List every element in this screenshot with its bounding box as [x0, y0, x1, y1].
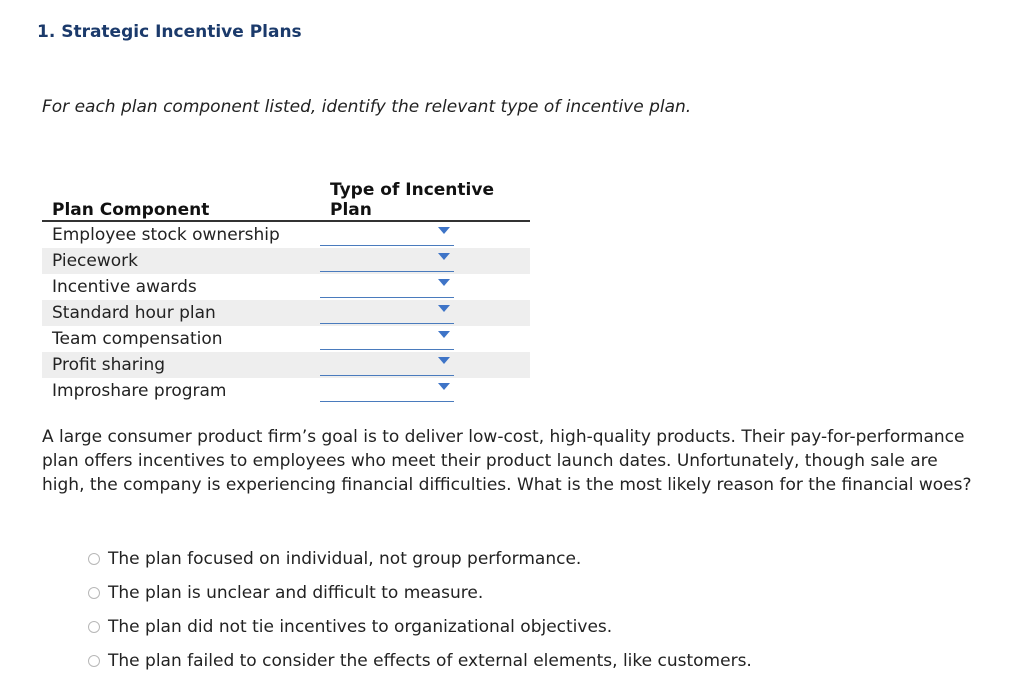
table-row	[42, 326, 530, 352]
answer-option-label: The plan focused on individual, not group performance.	[108, 549, 582, 569]
chevron-down-icon	[438, 357, 450, 364]
table-header-row	[42, 180, 530, 221]
radio-button-icon[interactable]	[88, 553, 100, 565]
chevron-down-icon	[438, 279, 450, 286]
type-cell	[300, 274, 530, 300]
plan-component-label: Employee stock ownership	[52, 225, 280, 245]
plan-component-label: Incentive awards	[52, 277, 197, 297]
column-header-type-of-incentive-plan: Type of Incentive Plan	[300, 180, 530, 221]
answer-option-label: The plan failed to consider the effects of external elements, like customers.	[108, 651, 752, 671]
radio-button-icon[interactable]	[88, 655, 100, 667]
type-cell	[300, 378, 530, 404]
column-header-plan-component: Plan Component	[42, 180, 300, 221]
answer-option[interactable]	[88, 610, 752, 644]
plan-component-table	[42, 180, 530, 404]
instructions-text: For each plan component listed, identify the relevant type of incentive plan.	[42, 97, 692, 117]
incentive-type-dropdown[interactable]	[320, 251, 454, 272]
table-row	[42, 378, 530, 404]
answer-option-label: The plan is unclear and difficult to measure.	[108, 583, 484, 603]
page-title: 1. Strategic Incentive Plans	[37, 22, 302, 42]
plan-component-label: Team compensation	[52, 329, 223, 349]
type-cell	[300, 352, 530, 378]
chevron-down-icon	[438, 253, 450, 260]
table-row	[42, 248, 530, 274]
chevron-down-icon	[438, 227, 450, 234]
incentive-type-dropdown[interactable]	[320, 303, 454, 324]
table-row	[42, 274, 530, 300]
question-text: A large consumer product firm’s goal is to deliver low-cost, high-quality products. Their pay-for-performance plan offers incentives to employees who meet their product launch dates. Unfortunately, though sale are high, the company is experiencing financial difficulties. What is the most likely reason for the financial woes?	[42, 427, 972, 495]
plan-component-label: Improshare program	[52, 381, 227, 401]
type-cell	[300, 326, 530, 352]
answer-option-label: The plan did not tie incentives to organizational objectives.	[108, 617, 613, 637]
plan-component-label: Profit sharing	[42, 352, 300, 378]
table-row	[42, 352, 530, 378]
table-row	[42, 221, 530, 248]
answer-options	[88, 542, 752, 678]
answer-option[interactable]	[88, 542, 752, 576]
type-cell	[300, 221, 530, 248]
incentive-type-dropdown[interactable]	[320, 355, 454, 376]
radio-button-icon[interactable]	[88, 621, 100, 633]
answer-option[interactable]	[88, 576, 752, 610]
type-cell	[300, 248, 530, 274]
incentive-type-dropdown[interactable]	[320, 381, 454, 402]
table-row	[42, 300, 530, 326]
incentive-type-dropdown[interactable]	[320, 225, 454, 246]
incentive-type-dropdown[interactable]	[320, 329, 454, 350]
plan-component-label: Piecework	[42, 248, 300, 274]
incentive-type-dropdown[interactable]	[320, 277, 454, 298]
radio-button-icon[interactable]	[88, 587, 100, 599]
answer-option[interactable]	[88, 644, 752, 678]
plan-component-label: Standard hour plan	[42, 300, 300, 326]
chevron-down-icon	[438, 305, 450, 312]
type-cell	[300, 300, 530, 326]
chevron-down-icon	[438, 383, 450, 390]
chevron-down-icon	[438, 331, 450, 338]
